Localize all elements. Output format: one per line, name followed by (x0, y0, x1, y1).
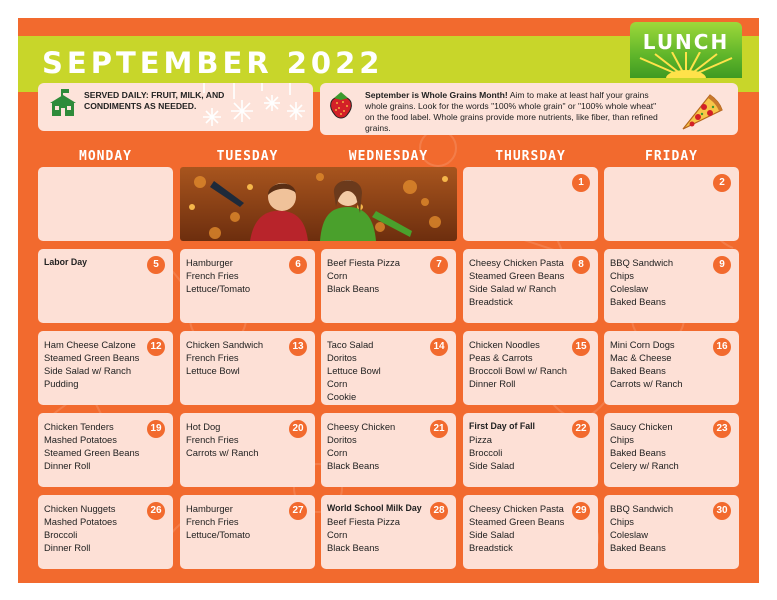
day-cell (38, 249, 173, 323)
sunburst-icon (630, 52, 742, 78)
menu-items (610, 338, 682, 390)
menu-item: Dinner Roll (44, 460, 91, 471)
menu-item: Cookie (327, 391, 357, 402)
day-header-monday: MONDAY (79, 149, 132, 164)
menu-item: Cheesy Chicken (327, 421, 396, 432)
menu-item: Lettuce Bowl (186, 365, 240, 376)
day-number-badge: 29 (572, 502, 590, 520)
day-cell (38, 495, 173, 569)
day-cell (180, 331, 315, 405)
menu-item: Beef Fiesta Pizza (327, 257, 400, 268)
menu-items (469, 420, 535, 472)
menu-item: Carrots w/ Ranch (610, 378, 683, 389)
menu-item: Dinner Roll (44, 542, 91, 553)
menu-item: Corn (327, 447, 348, 458)
menu-item: French Fries (186, 516, 239, 527)
menu-item: Corn (327, 270, 348, 281)
menu-item: Broccoli Bowl w/ Ranch (469, 365, 567, 376)
menu-item: BBQ Sandwich (610, 257, 674, 268)
day-number-badge: 23 (713, 420, 731, 438)
day-cell (321, 495, 456, 569)
menu-item: Coleslaw (610, 529, 649, 540)
day-heading: World School Milk Day (327, 503, 422, 513)
day-heading: First Day of Fall (469, 421, 535, 431)
menu-item: Mini Corn Dogs (610, 339, 675, 350)
menu-item: Steamed Green Beans (469, 270, 565, 281)
day-cell (463, 167, 598, 241)
menu-items (186, 420, 258, 459)
day-number-badge: 9 (713, 256, 731, 274)
menu-item: Chips (610, 434, 634, 445)
day-cell (604, 249, 739, 323)
menu-item: Broccoli (44, 529, 78, 540)
menu-item: Steamed Green Beans (44, 447, 140, 458)
kids-in-leaves-photo (180, 167, 457, 241)
menu-item: Chicken Noodles (469, 339, 540, 350)
menu-item: Coleslaw (610, 283, 649, 294)
menu-items (327, 256, 400, 295)
whole-grains-notice (320, 83, 738, 135)
day-cell (463, 413, 598, 487)
menu-items (327, 420, 395, 472)
menu-item: Side Salad w/ Ranch (469, 283, 557, 294)
menu-item: Celery w/ Ranch (610, 460, 679, 471)
menu-items (610, 256, 673, 308)
day-header-tuesday: TUESDAY (216, 149, 279, 164)
lunch-label: LUNCH (642, 30, 730, 54)
menu-item: Corn (327, 529, 348, 540)
menu-item: Peas & Carrots (469, 352, 533, 363)
menu-items (327, 338, 381, 403)
schoolhouse-icon (48, 89, 78, 117)
menu-item: Hot Dog (186, 421, 221, 432)
menu-item: Breadstick (469, 296, 513, 307)
day-header-wednesday: WEDNESDAY (348, 149, 429, 164)
day-cell (180, 495, 315, 569)
day-cell (604, 331, 739, 405)
menu-item: Pizza (469, 434, 492, 445)
menu-item: Hamburger (186, 257, 233, 268)
day-number-badge: 15 (572, 338, 590, 356)
day-number-badge: 13 (289, 338, 307, 356)
menu-item: Ham Cheese Calzone (44, 339, 136, 350)
menu-item: Baked Beans (610, 296, 666, 307)
menu-items (44, 256, 87, 269)
menu-item: Cheesy Chicken Pasta (469, 503, 564, 514)
menu-item: French Fries (186, 352, 239, 363)
menu-items (44, 502, 117, 554)
day-cell (180, 413, 315, 487)
menu-item: Dinner Roll (469, 378, 516, 389)
menu-item: Doritos (327, 434, 357, 445)
menu-item: Black Beans (327, 460, 380, 471)
day-cell (38, 167, 173, 241)
menu-item: Baked Beans (610, 447, 666, 458)
menu-item: Pudding (44, 378, 79, 389)
menu-item: Chicken Nuggets (44, 503, 116, 514)
day-number-badge: 16 (713, 338, 731, 356)
day-number-badge: 28 (430, 502, 448, 520)
menu-item: Chips (610, 270, 634, 281)
menu-item: Mashed Potatoes (44, 516, 117, 527)
whole-grains-body: Aim to make at least half your grains whole grains. Look for the words "100% whole grain" or "100% whole wheat" on the food label. Whole grains provide more nutrients, like fiber, than refined grains. (365, 90, 658, 133)
menu-items (610, 420, 679, 472)
menu-item: Black Beans (327, 283, 380, 294)
menu-item: Saucy Chicken (610, 421, 673, 432)
menu-items (44, 420, 139, 472)
menu-item: French Fries (186, 270, 239, 281)
day-cell (463, 495, 598, 569)
lunch-badge (630, 22, 742, 78)
day-number-badge: 27 (289, 502, 307, 520)
menu-item: Baked Beans (610, 365, 666, 376)
menu-item: BBQ Sandwich (610, 503, 674, 514)
menu-item: Breadstick (469, 542, 513, 553)
day-number-badge: 8 (572, 256, 590, 274)
menu-items (44, 338, 139, 390)
whole-grains-text (365, 90, 665, 134)
menu-item: Lettuce/Tomato (186, 283, 251, 294)
day-number-badge: 20 (289, 420, 307, 438)
menu-item: Lettuce Bowl (327, 365, 381, 376)
menu-item: Broccoli (469, 447, 503, 458)
day-number-badge: 14 (430, 338, 448, 356)
day-heading: Labor Day (44, 257, 88, 267)
menu-items (186, 338, 263, 377)
day-number-badge: 19 (147, 420, 165, 438)
day-number-badge: 6 (289, 256, 307, 274)
menu-items (327, 502, 422, 554)
served-daily-notice (38, 83, 313, 131)
day-cell (38, 331, 173, 405)
menu-item: French Fries (186, 434, 239, 445)
menu-item: Side Salad w/ Ranch (44, 365, 132, 376)
whole-grains-title: September is Whole Grains Month! (365, 90, 508, 100)
day-number-badge: 1 (572, 174, 590, 192)
day-cell (604, 413, 739, 487)
menu-item: Cheesy Chicken Pasta (469, 257, 564, 268)
served-daily-text: SERVED DAILY: FRUIT, MILK, AND CONDIMENTS AS NEEDED. (84, 90, 225, 111)
day-number-badge: 30 (713, 502, 731, 520)
menu-item: Black Beans (327, 542, 380, 553)
day-cell (463, 249, 598, 323)
menu-item: Taco Salad (327, 339, 374, 350)
day-number-badge: 21 (430, 420, 448, 438)
day-header-friday: FRIDAY (645, 149, 698, 164)
menu-items (469, 338, 567, 390)
day-number-badge: 2 (713, 174, 731, 192)
strawberry-icon (327, 89, 355, 121)
menu-items (186, 256, 250, 295)
day-cell (38, 413, 173, 487)
day-cell (604, 495, 739, 569)
day-cell (321, 331, 456, 405)
menu-item: Mashed Potatoes (44, 434, 117, 445)
snowflakes-icon (194, 83, 312, 131)
menu-items (186, 502, 250, 541)
day-cell (321, 249, 456, 323)
menu-item: Chicken Sandwich (186, 339, 264, 350)
day-number-badge: 7 (430, 256, 448, 274)
menu-item: Lettuce/Tomato (186, 529, 251, 540)
day-number-badge: 26 (147, 502, 165, 520)
menu-item: Mac & Cheese (610, 352, 672, 363)
menu-items (610, 502, 673, 554)
menu-item: Doritos (327, 352, 357, 363)
menu-item: Carrots w/ Ranch (186, 447, 259, 458)
day-cell (321, 413, 456, 487)
menu-items (469, 502, 564, 554)
menu-item: Steamed Green Beans (44, 352, 140, 363)
menu-item: Beef Fiesta Pizza (327, 516, 400, 527)
day-number-badge: 12 (147, 338, 165, 356)
menu-item: Steamed Green Beans (469, 516, 565, 527)
menu-item: Chicken Tenders (44, 421, 114, 432)
menu-page (18, 18, 759, 583)
menu-item: Chips (610, 516, 634, 527)
day-cell (463, 331, 598, 405)
menu-item: Side Salad (469, 529, 515, 540)
day-number-badge: 22 (572, 420, 590, 438)
month-title: SEPTEMBER 2022 (42, 46, 384, 80)
menu-item: Baked Beans (610, 542, 666, 553)
day-header-thursday: THURSDAY (495, 149, 566, 164)
menu-item: Corn (327, 378, 348, 389)
menu-items (469, 256, 564, 308)
menu-item: Side Salad (469, 460, 515, 471)
menu-item: Hamburger (186, 503, 233, 514)
day-cell (180, 249, 315, 323)
day-cell (604, 167, 739, 241)
day-number-badge: 5 (147, 256, 165, 274)
pizza-slice-icon (680, 91, 724, 131)
